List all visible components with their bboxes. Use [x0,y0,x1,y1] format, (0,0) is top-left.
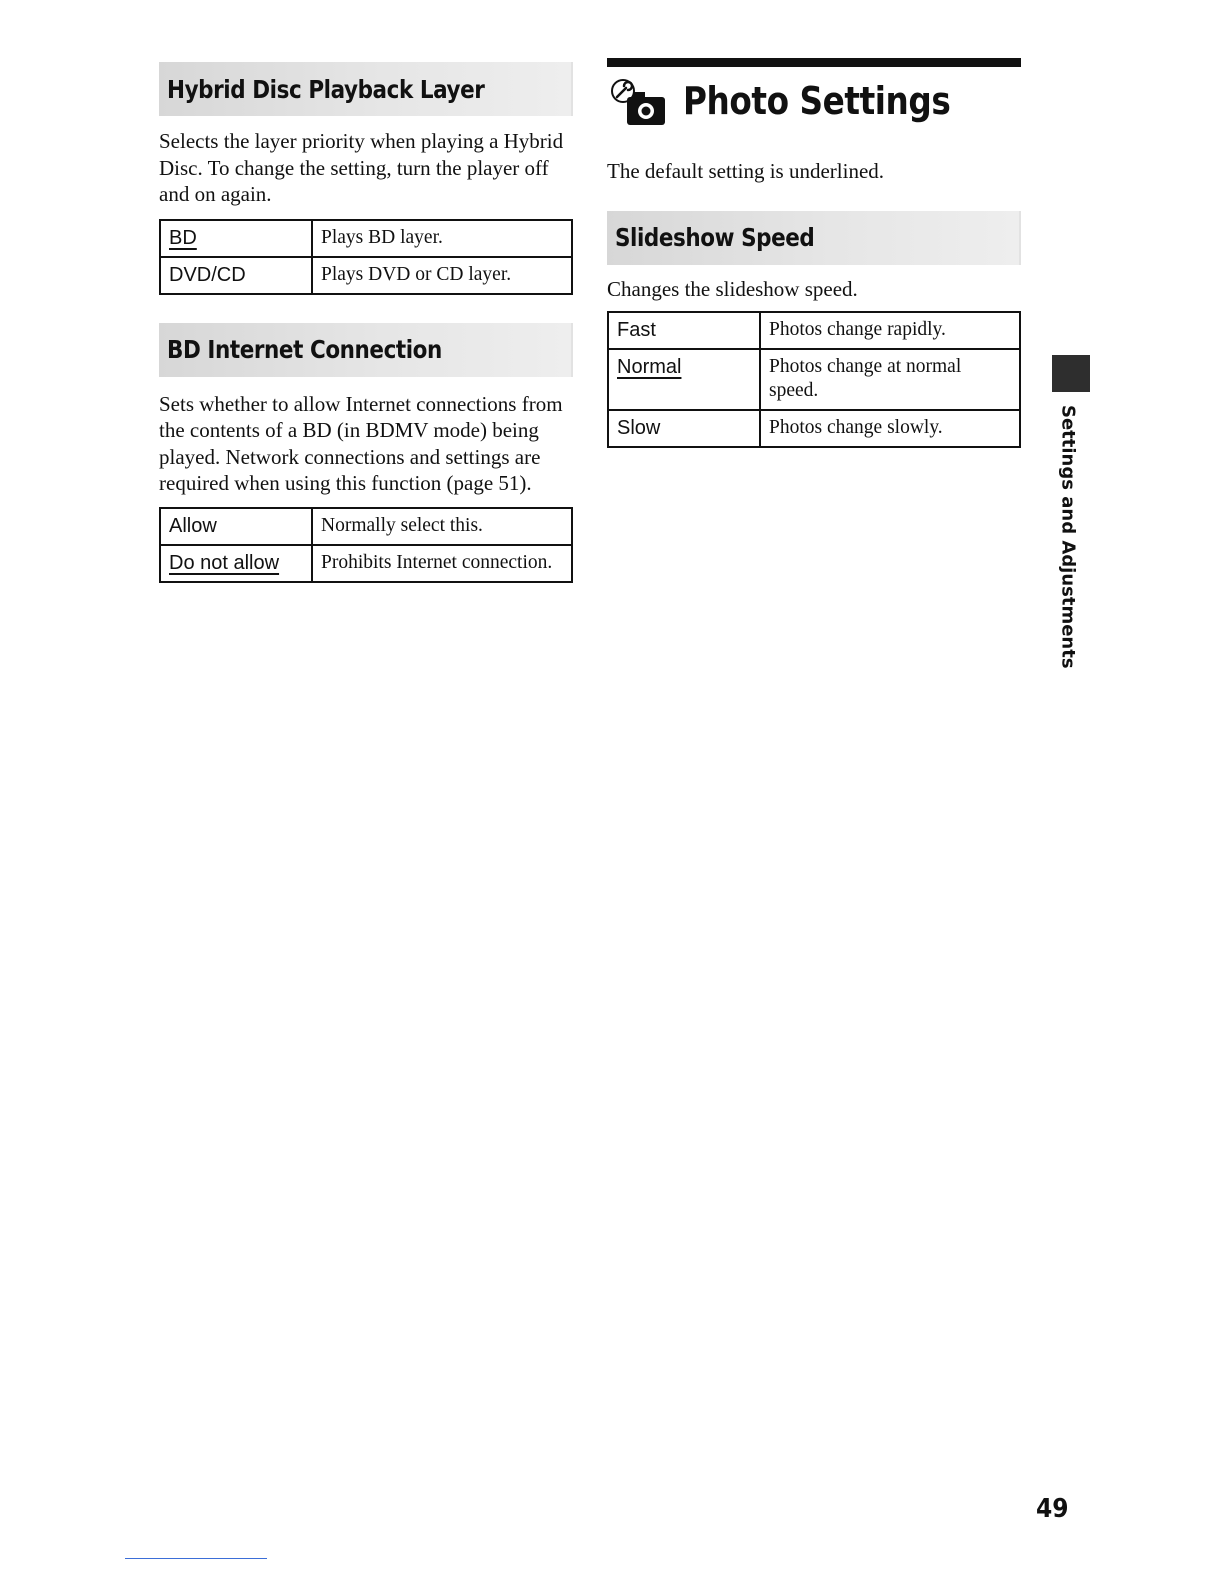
option-description: Plays BD layer. [312,220,572,257]
section-heading-slideshow [607,211,1021,265]
option-label: Fast [608,312,760,349]
option-label-default: Do not allow [169,551,280,574]
options-table-slideshow [607,311,1021,448]
section-heading-text: Hybrid Disc Playback Layer [167,74,485,104]
table-row [160,545,572,582]
right-column [607,58,1021,448]
option-description: Prohibits Internet connection. [312,545,572,582]
table-row [160,508,572,545]
table-row [608,349,1020,410]
left-column [159,62,573,583]
section-description: Changes the slideshow speed. [607,276,858,301]
option-label: Allow [160,508,312,545]
page-number: 49 [1036,1494,1069,1524]
footer-divider [125,1558,267,1559]
section-description: Selects the layer priority when playing a Hybrid Disc. To change the setting, turn the player off and on again. [159,129,564,206]
section-heading-internet [159,323,573,377]
option-description: Normally select this. [312,508,572,545]
option-description: Photos change slowly. [760,410,1020,447]
default-note: The default setting is underlined. [607,159,885,183]
page-title [607,58,1021,137]
option-label: DVD/CD [160,257,312,294]
table-row [160,257,572,294]
table-row [608,312,1020,349]
section-description: Sets whether to allow Internet connections from the contents of a BD (in BDMV mode) being played. Network connections and settings are required when using this function (page 51). [159,391,563,495]
options-table-hybrid [159,219,573,295]
option-description: Photos change at normal speed. [760,349,1020,410]
section-heading-text: Slideshow Speed [615,223,815,252]
option-label-default: BD [169,226,197,249]
section-heading-text: BD Internet Connection [167,335,442,364]
section-heading-hybrid [159,62,573,116]
options-table-internet [159,507,573,583]
chapter-tab-marker [1052,355,1090,392]
page-title-text: Photo Settings [683,79,951,123]
wrench-camera-icon [609,77,673,127]
table-row [608,410,1020,447]
option-description: Plays DVD or CD layer. [312,257,572,294]
option-label: Slow [608,410,760,447]
option-description: Photos change rapidly. [760,312,1020,349]
option-label-default: Normal [617,356,682,378]
chapter-side-label: Settings and Adjustments [1057,405,1079,669]
table-row [160,220,572,257]
